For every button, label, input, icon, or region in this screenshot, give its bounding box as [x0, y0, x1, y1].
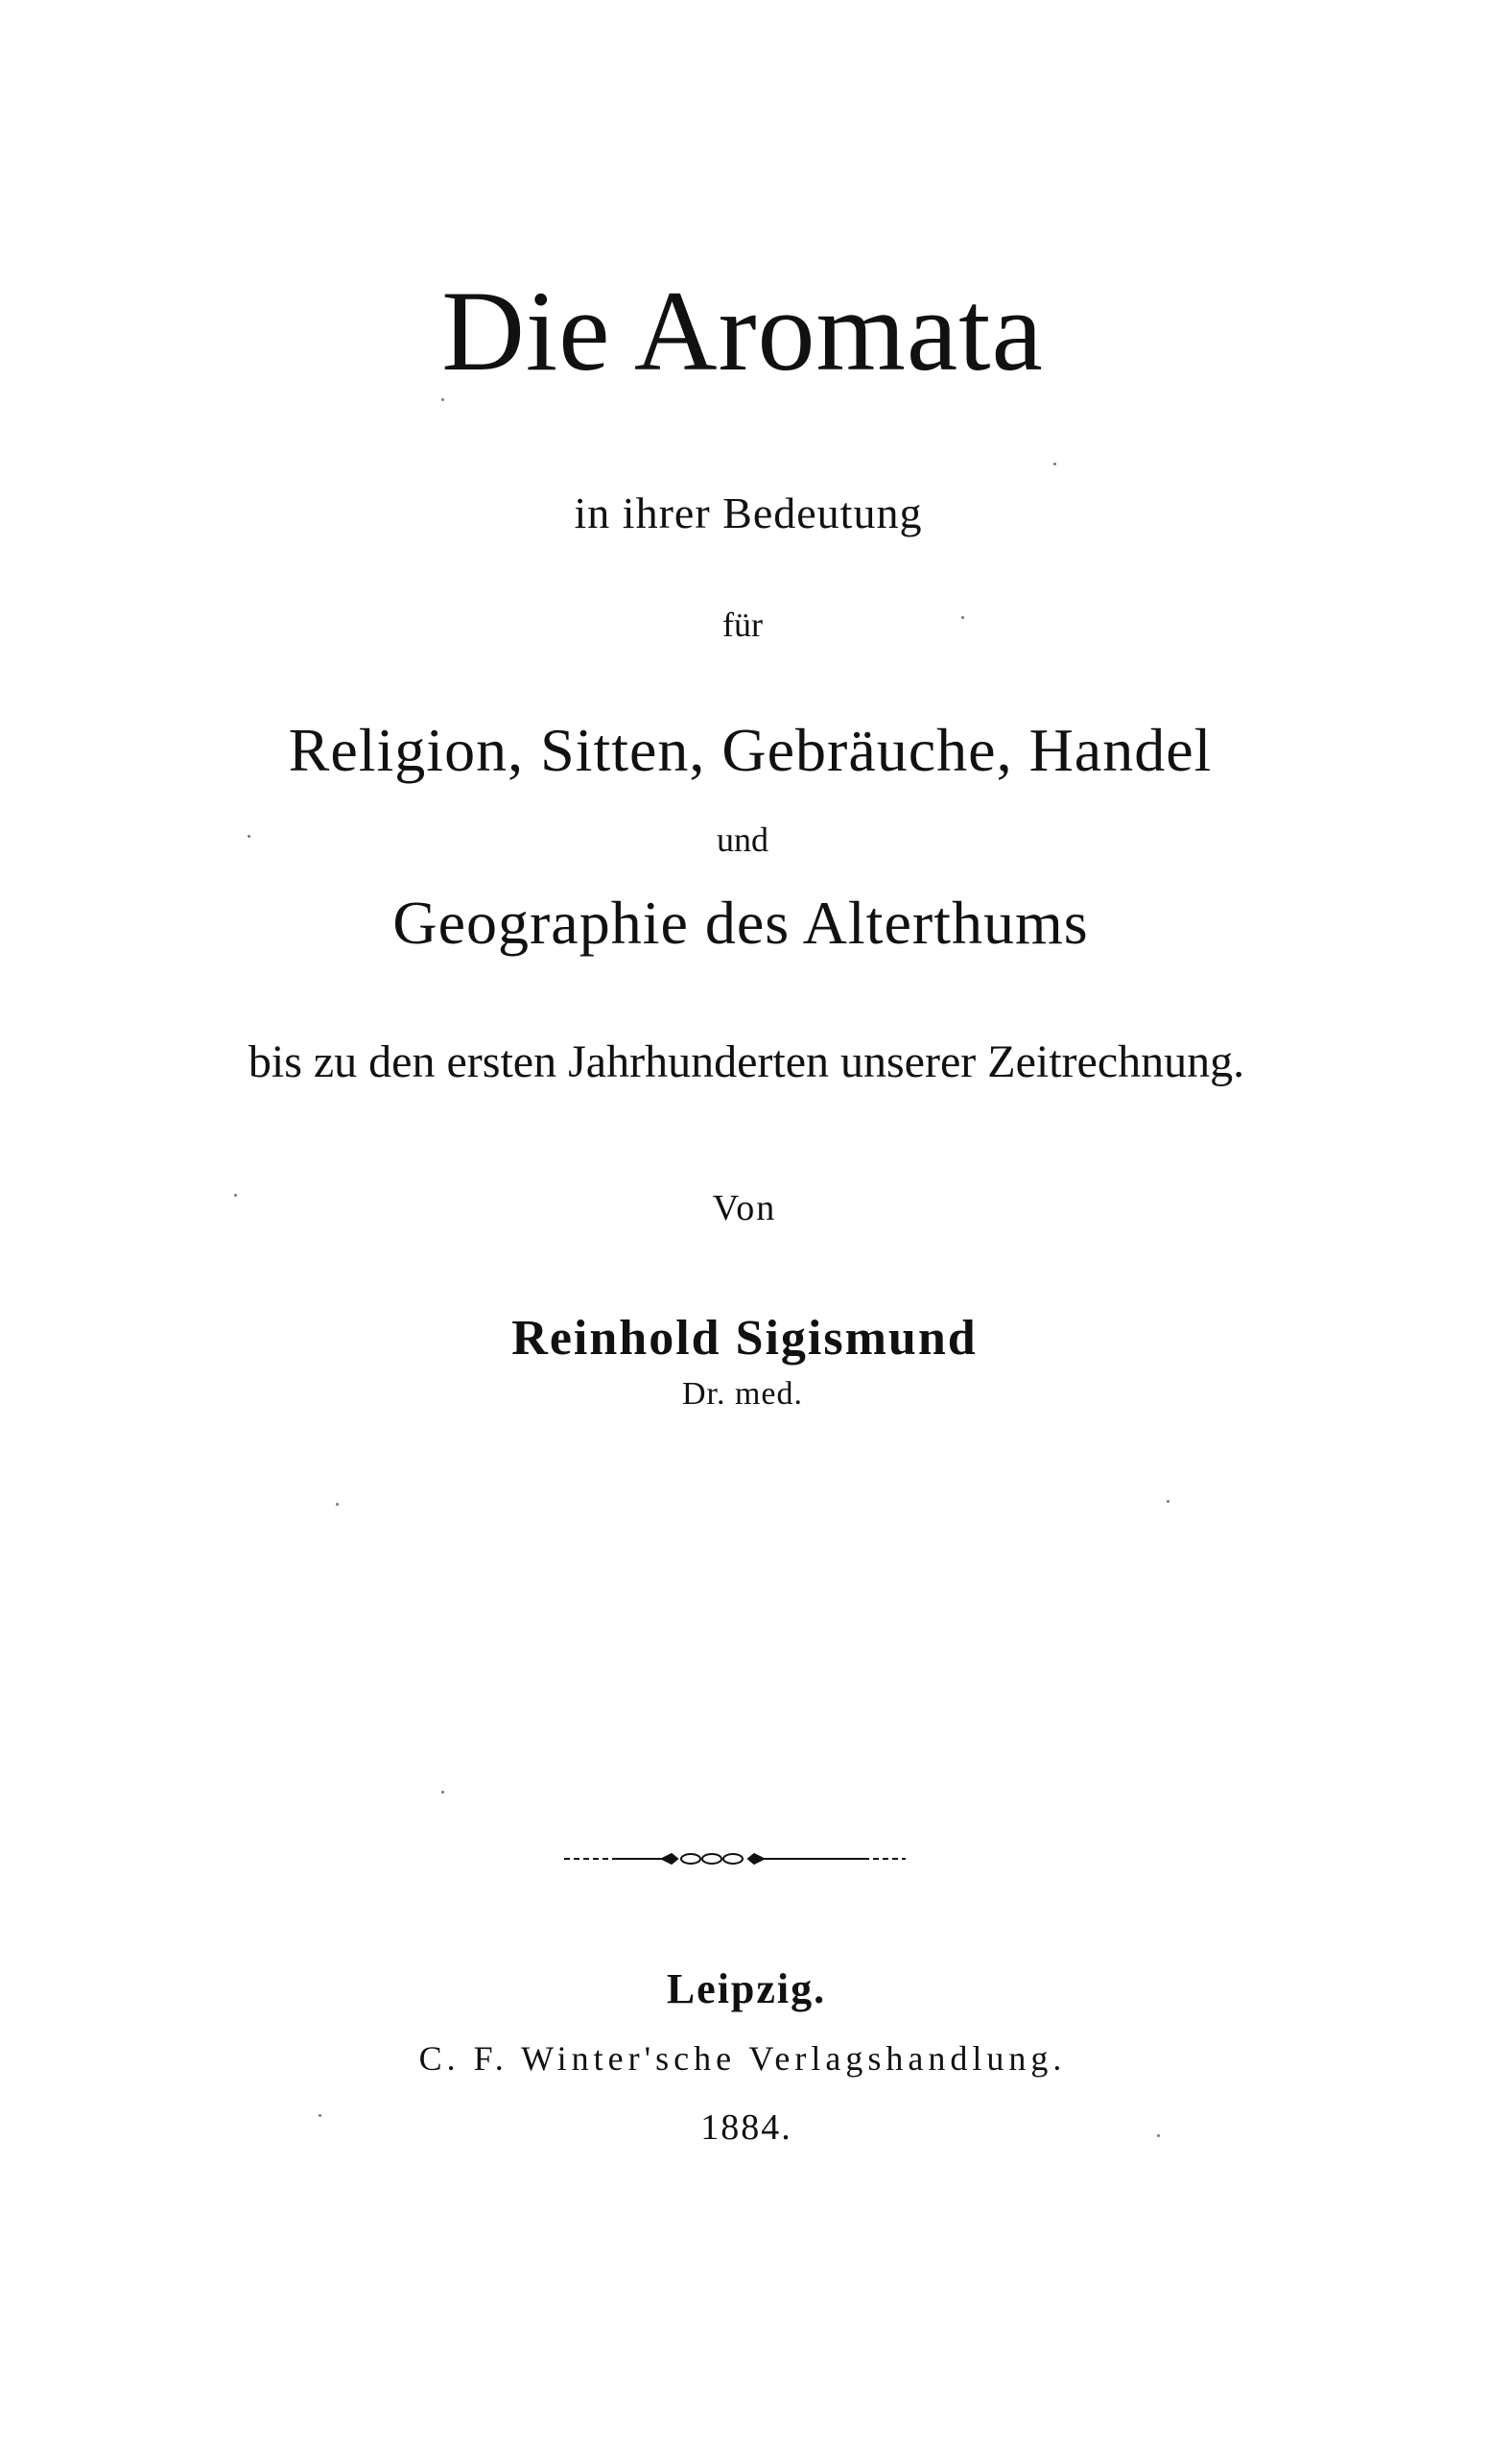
subtitle-line-1: in ihrer Bedeutung [574, 488, 923, 537]
paper-speck [441, 1791, 444, 1794]
paper-speck [336, 1503, 339, 1506]
period-line: bis zu den ersten Jahrhunderten unserer Zeitrechnung. [248, 1036, 1245, 1087]
paper-speck [961, 616, 964, 619]
by-line: Von [712, 1188, 777, 1228]
paper-speck [319, 2114, 321, 2117]
imprint-publisher: C. F. Winter'sche Verlagshandlung. [418, 2039, 1067, 2078]
paper-speck [441, 398, 444, 401]
paper-speck [1053, 463, 1056, 465]
author-degree: Dr. med. [681, 1376, 804, 1412]
subtitle-line-2: für [722, 606, 763, 644]
conjunction-line: und [717, 820, 768, 859]
printers-rule-ornament-icon [0, 1847, 1512, 1870]
geography-line: Geographie des Alterthums [392, 889, 1089, 957]
imprint-city: Leipzig. [666, 1965, 827, 2012]
paper-speck [1157, 2134, 1160, 2137]
paper-speck [248, 835, 250, 838]
book-title: Die Aromata [441, 267, 1044, 394]
paper-speck [1167, 1500, 1169, 1503]
author-name: Reinhold Sigismund [511, 1311, 978, 1366]
imprint-year: 1884. [700, 2107, 792, 2148]
subjects-line: Religion, Sitten, Gebräuche, Handel [288, 716, 1213, 784]
paper-speck [234, 1194, 237, 1197]
